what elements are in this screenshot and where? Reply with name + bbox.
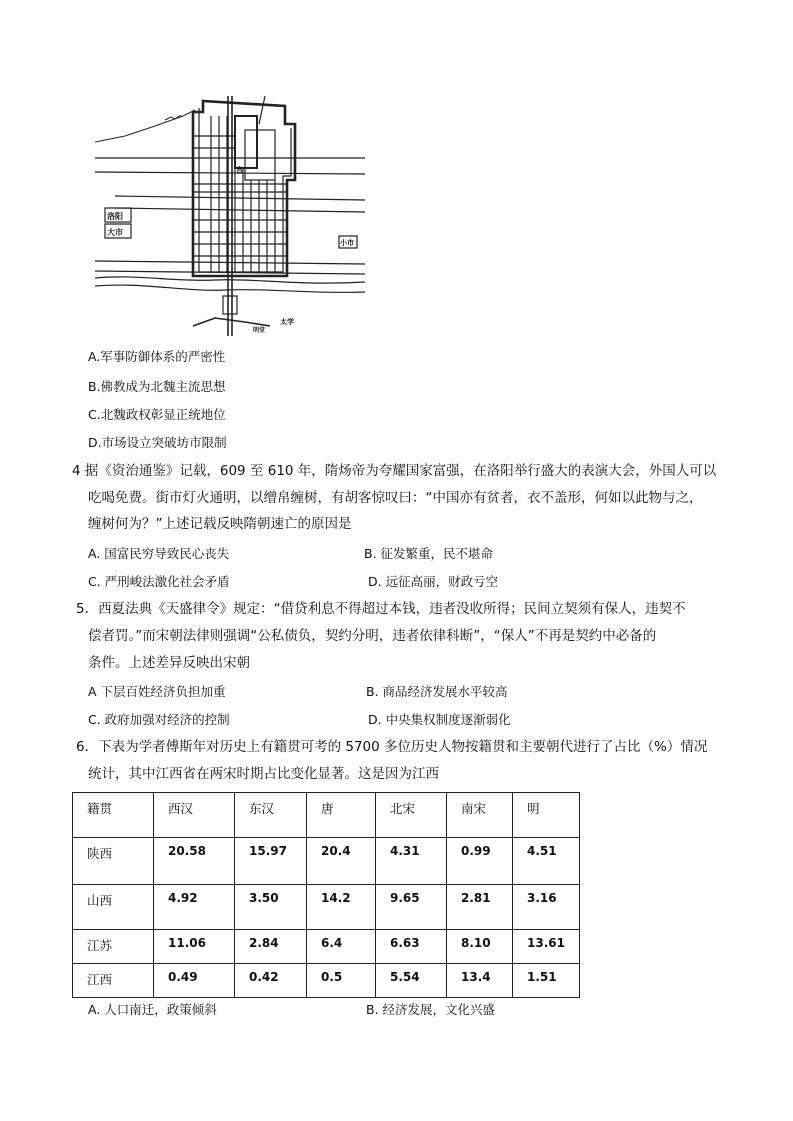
table-header-cell: 西汉 (154, 793, 235, 838)
table-header-cell: 南宋 (447, 793, 513, 838)
table-cell: 4.51 (513, 838, 580, 885)
q4-option-d: D. 远征高丽，财政亏空 (368, 574, 499, 589)
table-cell: 0.5 (307, 964, 376, 998)
luoyang-city-map (95, 96, 365, 341)
q6-option-b: B. 经济发展，文化兴盛 (366, 1002, 496, 1017)
q4-stem-line-2: 吃喝免费。街市灯火通明，以缯帛缠树，有胡客惊叹曰：“中国亦有贫者，衣不盖形，何如以此物与之， (88, 490, 703, 506)
map-label-dashi: 大市 (107, 228, 123, 237)
table-cell: 6.63 (376, 930, 447, 964)
table-cell: 1.51 (513, 964, 580, 998)
table-cell: 14.2 (307, 885, 376, 930)
table-cell: 3.16 (513, 885, 580, 930)
table-cell: 陕西 (73, 838, 154, 885)
q4-option-b: B. 征发繁重，民不堪命 (364, 546, 494, 561)
table-cell: 20.58 (154, 838, 235, 885)
table-cell: 15.97 (235, 838, 307, 885)
q3-option-a: A.军事防御体系的严密性 (88, 349, 226, 364)
q6-stem-line-1: 6．下表为学者傅斯年对历史上有籍贯可考的 5700 多位历史人物按籍贯和主要朝代进行了占比（%）情况 (76, 739, 708, 755)
table-cell: 0.49 (154, 964, 235, 998)
q5-option-c: C. 政府加强对经济的控制 (88, 712, 230, 727)
table-header-cell: 东汉 (235, 793, 307, 838)
table-cell: 4.92 (154, 885, 235, 930)
q6-stem-line-2: 统计，其中江西省在两宋时期占比变化显著。这是因为江西 (88, 766, 439, 782)
table-cell: 2.84 (235, 930, 307, 964)
map-label-xiaoshi: 小市 (340, 239, 354, 247)
table-cell: 2.81 (447, 885, 513, 930)
table-header-row (73, 793, 580, 838)
q3-option-c: C.北魏政权彰显正统地位 (88, 407, 226, 422)
table-cell: 11.06 (154, 930, 235, 964)
table-row (73, 964, 580, 998)
table-cell: 20.4 (307, 838, 376, 885)
table-header-cell: 明 (513, 793, 580, 838)
table-cell: 4.31 (376, 838, 447, 885)
q4-stem-line-3: 缠树何为？”上述记载反映隋朝速亡的原因是 (88, 516, 352, 532)
q5-stem-line-3: 条件。上述差异反映出宋朝 (88, 655, 250, 671)
q5-stem-line-2: 偿者罚。”而宋朝法律则强调“公私债负，契约分明，违者依律科断”，“保人”不再是契约中必备的 (88, 628, 657, 644)
table-cell: 3.50 (235, 885, 307, 930)
map-label-mingtang: 明堂 (253, 327, 266, 334)
q4-option-c: C. 严刑峻法激化社会矛盾 (88, 574, 230, 589)
q3-option-d: D.市场设立突破坊市限制 (88, 435, 227, 450)
q5-option-a: A 下层百姓经济负担加重 (88, 684, 226, 699)
table-cell: 江西 (73, 964, 154, 998)
native-place-table (72, 792, 580, 998)
table-cell: 5.54 (376, 964, 447, 998)
table-header-cell: 籍贯 (73, 793, 154, 838)
q4-option-a: A. 国富民穷导致民心丧失 (88, 546, 230, 561)
table-cell: 0.99 (447, 838, 513, 885)
table-cell: 6.4 (307, 930, 376, 964)
table-cell: 江苏 (73, 930, 154, 964)
q4-stem-line-1: 4 据《资治通鉴》记载，609 至 610 年，隋炀帝为夸耀国家富强，在洛阳举行盛大的表演大会，外国人可以 (72, 463, 717, 479)
table-cell: 0.42 (235, 964, 307, 998)
map-label-luoyang: 洛阳 (107, 212, 123, 221)
q6-option-a: A. 人口南迁，政策倾斜 (88, 1002, 217, 1017)
table-cell: 8.10 (447, 930, 513, 964)
q5-option-d: D. 中央集权制度逐渐弱化 (368, 712, 511, 727)
table-cell: 13.4 (447, 964, 513, 998)
table-row (73, 930, 580, 964)
table-row (73, 885, 580, 930)
map-label-gong: 宫 (236, 166, 243, 174)
map-label-taixue: 太学 (280, 318, 294, 326)
table-header-cell: 唐 (307, 793, 376, 838)
table-header-cell: 北宋 (376, 793, 447, 838)
table-cell: 山西 (73, 885, 154, 930)
q5-stem-line-1: 5．西夏法典《天盛律令》规定：“借贷利息不得超过本钱，违者没收所得；民间立契须有保人，违契不 (76, 601, 686, 617)
q3-option-b: B.佛教成为北魏主流思想 (88, 379, 226, 394)
table-row (73, 838, 580, 885)
table-cell: 13.61 (513, 930, 580, 964)
table-cell: 9.65 (376, 885, 447, 930)
q5-option-b: B. 商品经济发展水平较高 (366, 684, 508, 699)
